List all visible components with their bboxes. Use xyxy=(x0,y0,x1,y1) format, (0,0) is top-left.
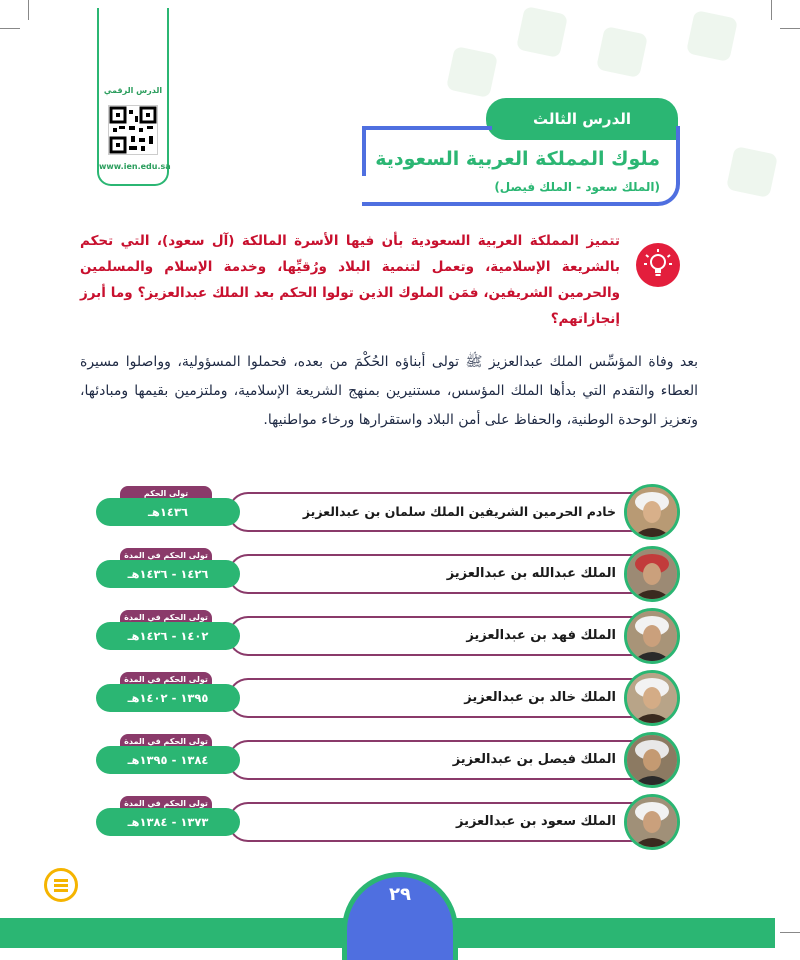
digital-lesson-card[interactable] xyxy=(97,8,169,186)
king-portrait xyxy=(624,546,680,602)
qr-code-icon[interactable] xyxy=(108,105,158,155)
website-url[interactable]: www.ien.edu.sa xyxy=(99,162,171,171)
crop-mark xyxy=(28,0,29,20)
period-label: تولى الحكم في المدة xyxy=(120,796,212,812)
crop-mark xyxy=(780,28,800,29)
king-portrait xyxy=(624,794,680,850)
king-name: الملك خالد بن عبدالعزيز xyxy=(228,678,646,718)
king-name: خادم الحرمين الشريفين الملك سلمان بن عبدالعزيز xyxy=(228,492,646,532)
crop-mark xyxy=(0,28,20,29)
king-row xyxy=(96,732,686,788)
reign-period: ١٤٣٦هـ xyxy=(96,498,240,526)
title-frame-edge xyxy=(362,126,492,130)
decorative-square xyxy=(516,6,568,58)
king-row xyxy=(96,484,686,540)
lesson-subtitle: (الملك سعود - الملك فيصل) xyxy=(494,180,660,194)
period-label: تولى الحكم في المدة xyxy=(120,734,212,750)
period-label: تولى الحكم xyxy=(120,486,212,502)
king-row xyxy=(96,794,686,850)
ien-logo-icon xyxy=(44,868,78,902)
king-name: الملك فيصل بن عبدالعزيز xyxy=(228,740,646,780)
king-name: الملك سعود بن عبدالعزيز xyxy=(228,802,646,842)
lesson-title: ملوك المملكة العربية السعودية xyxy=(375,148,660,170)
period-label: تولى الحكم في المدة xyxy=(120,672,212,688)
reign-period: ١٣٩٥ - ١٤٠٢هـ xyxy=(96,684,240,712)
lightbulb-icon xyxy=(636,243,680,287)
crop-mark xyxy=(771,0,772,20)
decorative-square xyxy=(446,46,498,98)
reign-period: ١٤٢٦ - ١٤٣٦هـ xyxy=(96,560,240,588)
king-portrait xyxy=(624,608,680,664)
king-portrait xyxy=(624,732,680,788)
king-name: الملك عبدالله بن عبدالعزيز xyxy=(228,554,646,594)
reign-period: ١٤٠٢ - ١٤٢٦هـ xyxy=(96,622,240,650)
king-row xyxy=(96,670,686,726)
reign-period: ١٣٧٣ - ١٣٨٤هـ xyxy=(96,808,240,836)
title-frame-edge xyxy=(362,126,366,176)
period-label: تولى الحكم في المدة xyxy=(120,610,212,626)
body-paragraph: بعد وفاة المؤسِّس الملك عبدالعزيز ﷺ تولى أبناؤه الحُكْمَ من بعده، فحملوا المسؤولية، وواصلوا مسيرة العطاء والتقدم التي بدأها الملك المؤسس، مستنيرين بمنهج الشريعة الإسلامية، وملتزمين بقيمها ومبادئها، وتعزيز الوحدة الوطنية، والحفاظ على أمن البلاد واستقرارها ورخاء مواطنيها. xyxy=(80,354,698,428)
decorative-square xyxy=(686,10,738,62)
king-row xyxy=(96,546,686,602)
digital-lesson-label: الدرس الرقمي xyxy=(103,86,163,95)
king-portrait xyxy=(624,484,680,540)
period-label: تولى الحكم في المدة xyxy=(120,548,212,564)
decorative-square xyxy=(726,146,778,198)
crop-mark xyxy=(780,932,800,933)
decorative-square xyxy=(596,26,648,78)
reign-period: ١٣٨٤ - ١٣٩٥هـ xyxy=(96,746,240,774)
lesson-number-tab: الدرس الثالث xyxy=(486,98,678,140)
king-portrait xyxy=(624,670,680,726)
king-name: الملك فهد بن عبدالعزيز xyxy=(228,616,646,656)
page-number: ٢٩ xyxy=(389,884,411,905)
king-row xyxy=(96,608,686,664)
intro-question: تتميز المملكة العربية السعودية بأن فيها الأسرة المالكة (آل سعود)، التي تحكم بالشريعة الإسلامية، وتعمل لتنمية البلاد ورُقيِّها، وخدمة الإسلام والمسلمين والحرمين الشريفين، فمَن الملوك الذين تولوا الحكم بعد الملك عبدالعزيز؟ وما أبرز إنجازاتهم؟ xyxy=(80,233,620,327)
